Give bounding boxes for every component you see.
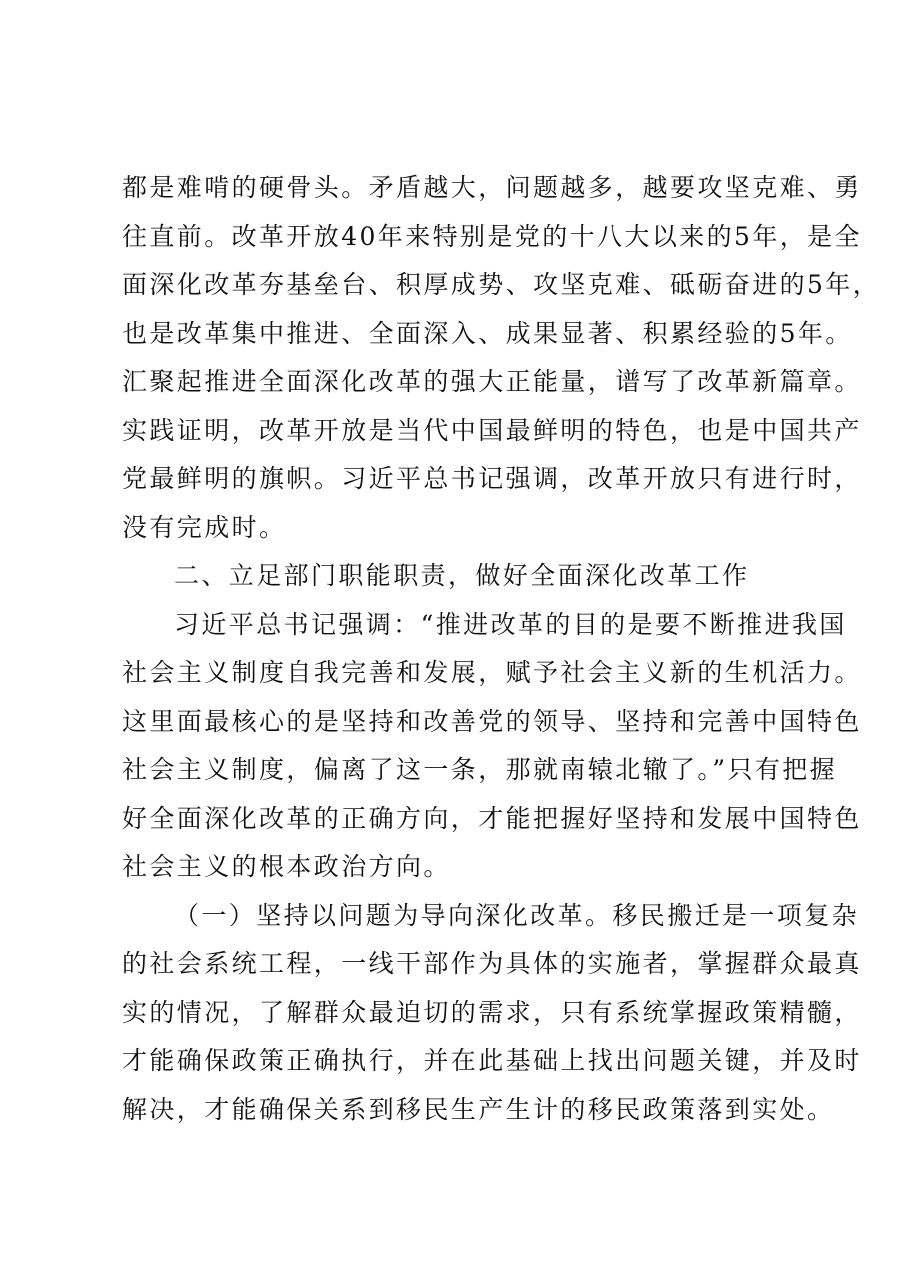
text-line: 社会主义制度自我完善和发展，赋予社会主义新的生机活力。 — [122, 658, 862, 687]
text-line: 习近平总书记强调：“推进改革的目的是要不断推进我国 — [174, 609, 847, 639]
text-line: 往直前。改革开放40年来特别是党的十八大以来的5年，是全 — [122, 221, 862, 251]
text-line: 汇聚起推进全面深化改革的强大正能量，谱写了改革新篇章。 — [122, 367, 862, 396]
text-line: 好全面深化改革的正确方向，才能把握好坚持和发展中国特色 — [122, 803, 862, 833]
subsection-heading: （一）坚持以问题为导向深化改革。移民搬迁是一项复杂 — [174, 900, 860, 930]
text-line: 没有完成时。 — [122, 512, 287, 542]
text-line: 实践证明，改革开放是当代中国最鲜明的特色，也是中国共产 — [122, 415, 862, 445]
text-line: 也是改革集中推进、全面深入、成果显著、积累经验的5年。 — [122, 318, 853, 348]
body-text — [122, 164, 881, 1134]
text-line: 社会主义制度，偏离了这一条，那就南辕北辙了。”只有把握 — [122, 755, 838, 784]
text-line: 的社会系统工程，一线干部作为具体的实施者，掌握群众最真 — [122, 949, 862, 978]
text-line: 面深化改革夯基垒台、积厚成势、攻坚克难、砥砺奋进的5年， — [122, 270, 881, 299]
text-line: 这里面最核心的是坚持和改善党的领导、坚持和完善中国特色 — [122, 706, 862, 736]
section-heading: 二、立足部门职能职责，做好全面深化改革工作 — [174, 561, 750, 590]
text-line: 才能确保政策正确执行，并在此基础上找出问题关键，并及时 — [122, 1046, 862, 1075]
text-line: 实的情况，了解群众最迫切的需求，只有系统掌握政策精髓， — [122, 997, 862, 1027]
text-line: 都是难啃的硬骨头。矛盾越大，问题越多，越要攻坚克难、勇 — [122, 173, 862, 202]
text-line: 社会主义的根本政治方向。 — [122, 852, 451, 881]
text-line: 党最鲜明的旗帜。习近平总书记强调，改革开放只有进行时， — [122, 464, 862, 493]
text-line: 解决，才能确保关系到移民生产生计的移民政策落到实处。 — [122, 1094, 835, 1124]
